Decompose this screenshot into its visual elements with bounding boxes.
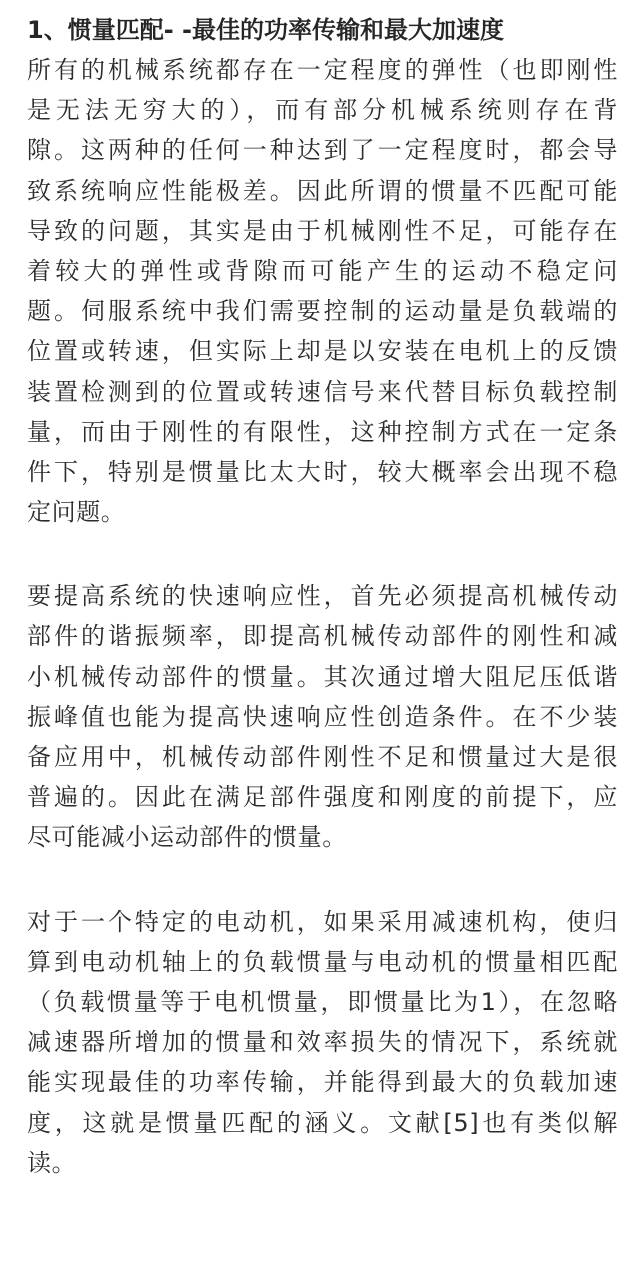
paragraph-line: 件下，特别是惯量比太大时，较大概率会出现不稳: [27, 457, 618, 486]
paragraph-line: 度，这就是惯量匹配的涵义。文献[5]也有类似解: [27, 1108, 618, 1137]
paragraph-line: 读。: [27, 1148, 77, 1177]
paragraph-line: 所有的机械系统都存在一定程度的弹性（也即刚性: [27, 56, 618, 84]
paragraph-line: 对于一个特定的电动机，如果采用减速机构，使归: [27, 907, 618, 936]
paragraph-line: 致系统响应性能极差。因此所谓的惯量不匹配可能: [27, 176, 618, 205]
paragraph-line: 振峰值也能为提高快速响应性创造条件。在不少装: [27, 702, 618, 731]
paragraph-line: 部件的谐振频率，即提高机械传动部件的刚性和减: [27, 622, 618, 651]
paragraph-line: 量，而由于刚性的有限性，这种控制方式在一定条: [27, 417, 618, 446]
paragraph-line: 算到电动机轴上的负载惯量与电动机的惯量相匹配: [27, 947, 618, 976]
paragraph-1: [27, 50, 618, 532]
paragraph-line: 题。伺服系统中我们需要控制的运动量是负载端的: [27, 297, 618, 326]
paragraph-line: 装置检测到的位置或转速信号来代替目标负载控制: [27, 377, 618, 406]
paragraph-line: 隙。这两种的任何一种达到了一定程度时，都会导: [27, 136, 618, 165]
paragraph-line: （负载惯量等于电机惯量，即惯量比为1），在忽略: [27, 987, 618, 1016]
paragraph-spacer: [27, 532, 618, 576]
section-heading: 1、惯量匹配- -最佳的功率传输和最大加速度: [27, 16, 504, 44]
paragraph-line: 是无法无穷大的），而有部分机械系统则存在背: [27, 96, 618, 125]
paragraph-line: 能实现最佳的功率传输，并能得到最大的负载加速: [27, 1068, 618, 1097]
paragraph-line: 要提高系统的快速响应性，首先必须提高机械传动: [27, 582, 618, 611]
paragraph-spacer: [27, 858, 618, 902]
paragraph-2: [27, 576, 618, 857]
paragraph-line: 导致的问题，其实是由于机械刚性不足，可能存在: [27, 216, 618, 245]
paragraph-line: 着较大的弹性或背隙而可能产生的运动不稳定问: [27, 256, 618, 285]
paragraph-line: 定问题。: [27, 498, 126, 527]
paragraph-line: 普遍的。因此在满足部件强度和刚度的前提下，应: [27, 783, 618, 812]
paragraph-line: 位置或转速，但实际上却是以安装在电机上的反馈: [27, 337, 618, 366]
paragraph-line: 备应用中，机械传动部件刚性不足和惯量过大是很: [27, 743, 618, 771]
paragraph-line: 尽可能减小运动部件的惯量。: [27, 823, 347, 852]
paragraph-line: 减速器所增加的惯量和效率损失的情况下，系统就: [27, 1028, 618, 1057]
paragraph-line: 小机械传动部件的惯量。其次通过增大阻尼压低谐: [27, 662, 618, 691]
paragraph-3: [27, 902, 618, 1183]
